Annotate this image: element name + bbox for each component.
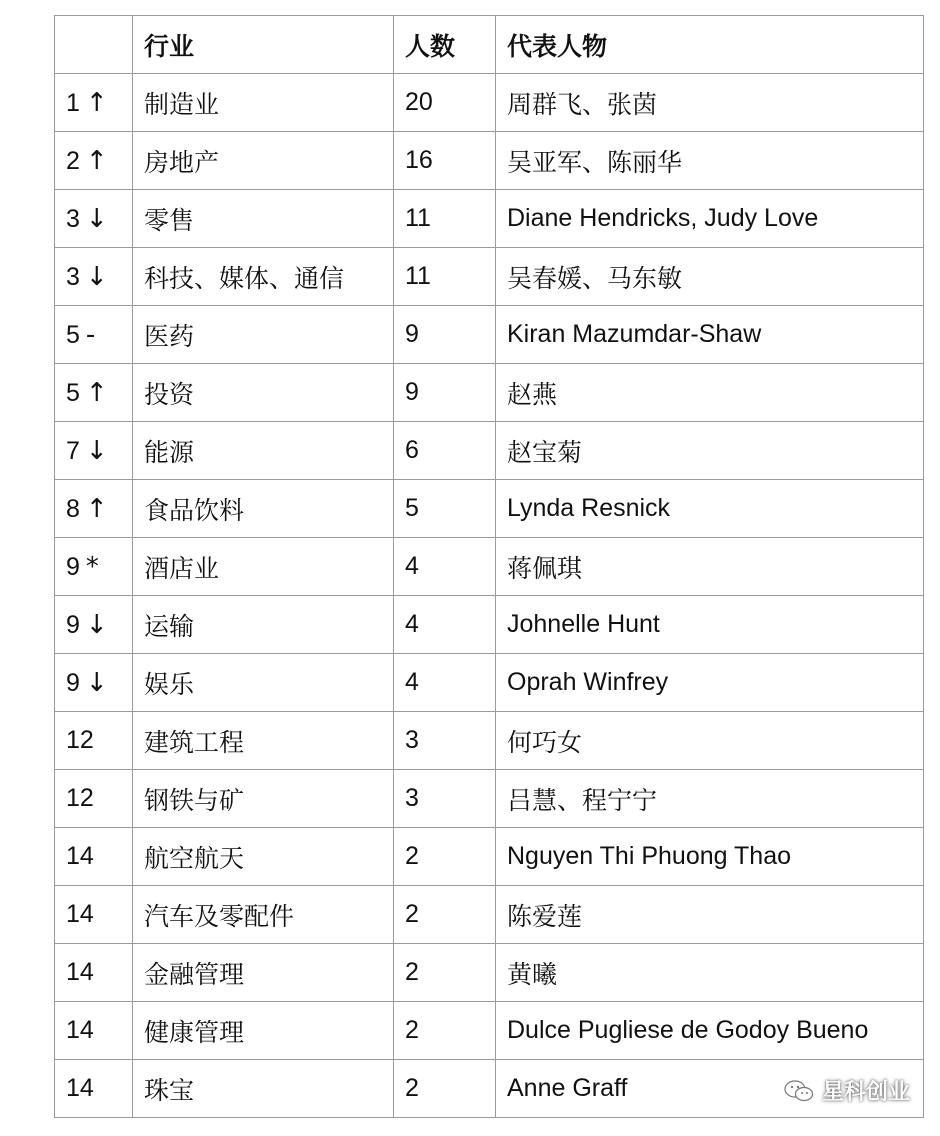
trend-indicator: * xyxy=(85,551,99,582)
count-cell: 2 xyxy=(394,1060,496,1118)
rank-number: 8 xyxy=(66,494,80,523)
count-cell: 9 xyxy=(394,364,496,422)
rank-number: 5 xyxy=(66,378,80,407)
count-cell: 3 xyxy=(394,712,496,770)
representative-cell: 赵宝菊 xyxy=(496,422,924,480)
rank-cell xyxy=(55,74,133,132)
trend-indicator: ↓ xyxy=(85,261,108,292)
representative-cell: Johnelle Hunt xyxy=(496,596,924,654)
rank-cell xyxy=(55,480,133,538)
rank-cell xyxy=(55,712,133,770)
header-rank xyxy=(55,16,133,74)
rank-cell xyxy=(55,1060,133,1118)
industry-cell: 航空航天 xyxy=(133,828,394,886)
representative-cell: Anne Graff xyxy=(496,1060,924,1118)
representative-cell: Kiran Mazumdar-Shaw xyxy=(496,306,924,364)
rank-cell xyxy=(55,596,133,654)
table-row xyxy=(55,886,924,944)
count-cell: 4 xyxy=(394,538,496,596)
industry-cell: 钢铁与矿 xyxy=(133,770,394,828)
industry-cell: 房地产 xyxy=(133,132,394,190)
industry-cell: 珠宝 xyxy=(133,1060,394,1118)
watermark xyxy=(784,1075,910,1106)
rank-cell xyxy=(55,248,133,306)
trend-indicator: ↓ xyxy=(85,203,108,234)
count-cell: 6 xyxy=(394,422,496,480)
representative-cell: 蒋佩琪 xyxy=(496,538,924,596)
trend-indicator: ↓ xyxy=(85,435,108,466)
table-row xyxy=(55,248,924,306)
industry-cell: 科技、媒体、通信 xyxy=(133,248,394,306)
count-cell: 2 xyxy=(394,944,496,1002)
representative-cell: 吴春媛、马东敏 xyxy=(496,248,924,306)
count-cell: 5 xyxy=(394,480,496,538)
rank-cell xyxy=(55,1002,133,1060)
industry-cell: 健康管理 xyxy=(133,1002,394,1060)
trend-indicator: ↑ xyxy=(85,145,108,176)
rank-cell xyxy=(55,306,133,364)
count-cell: 2 xyxy=(394,1002,496,1060)
trend-indicator: ↑ xyxy=(85,377,108,408)
rank-cell xyxy=(55,364,133,422)
industry-cell: 食品饮料 xyxy=(133,480,394,538)
industry-cell: 汽车及零配件 xyxy=(133,886,394,944)
industry-cell: 医药 xyxy=(133,306,394,364)
table-row xyxy=(55,944,924,1002)
trend-indicator: ↑ xyxy=(85,87,108,118)
rank-number: 12 xyxy=(66,726,94,754)
table-row xyxy=(55,132,924,190)
count-cell: 4 xyxy=(394,596,496,654)
representative-cell: Oprah Winfrey xyxy=(496,654,924,712)
industry-cell: 娱乐 xyxy=(133,654,394,712)
table-row xyxy=(55,422,924,480)
rank-number: 14 xyxy=(66,900,94,928)
industry-cell: 零售 xyxy=(133,190,394,248)
table-row xyxy=(55,74,924,132)
count-cell: 11 xyxy=(394,190,496,248)
table-row xyxy=(55,654,924,712)
rank-cell xyxy=(55,944,133,1002)
table-row xyxy=(55,828,924,886)
rank-cell xyxy=(55,190,133,248)
table-header-row xyxy=(55,16,924,74)
table-row xyxy=(55,770,924,828)
industry-cell: 投资 xyxy=(133,364,394,422)
rank-cell xyxy=(55,538,133,596)
watermark-text: 星科创业 xyxy=(821,1080,910,1105)
count-cell: 20 xyxy=(394,74,496,132)
count-cell: 9 xyxy=(394,306,496,364)
representative-cell: 黄曦 xyxy=(496,944,924,1002)
rank-number: 9 xyxy=(66,668,80,697)
header-count: 人数 xyxy=(394,16,496,74)
rank-number: 9 xyxy=(66,610,80,639)
header-industry: 行业 xyxy=(133,16,394,74)
count-cell: 2 xyxy=(394,828,496,886)
industry-ranking-table xyxy=(54,15,924,1118)
rank-number: 14 xyxy=(66,1074,94,1102)
industry-cell: 能源 xyxy=(133,422,394,480)
count-cell: 4 xyxy=(394,654,496,712)
rank-cell xyxy=(55,886,133,944)
table-row xyxy=(55,1002,924,1060)
trend-indicator: - xyxy=(85,319,96,350)
count-cell: 16 xyxy=(394,132,496,190)
table-row xyxy=(55,712,924,770)
rank-number: 14 xyxy=(66,958,94,986)
table-row xyxy=(55,306,924,364)
representative-cell: 周群飞、张茵 xyxy=(496,74,924,132)
count-cell: 2 xyxy=(394,886,496,944)
rank-cell xyxy=(55,132,133,190)
industry-cell: 制造业 xyxy=(133,74,394,132)
trend-indicator: ↓ xyxy=(85,667,108,698)
representative-cell: Lynda Resnick xyxy=(496,480,924,538)
representative-cell: 吕慧、程宁宁 xyxy=(496,770,924,828)
table-row xyxy=(55,364,924,422)
representative-cell: Diane Hendricks, Judy Love xyxy=(496,190,924,248)
rank-number: 14 xyxy=(66,1016,94,1044)
rank-number: 5 xyxy=(66,320,80,349)
rank-number: 1 xyxy=(66,88,80,117)
industry-cell: 酒店业 xyxy=(133,538,394,596)
representative-cell: 吴亚军、陈丽华 xyxy=(496,132,924,190)
industry-cell: 建筑工程 xyxy=(133,712,394,770)
wechat-icon xyxy=(784,1080,814,1102)
table-row xyxy=(55,190,924,248)
industry-cell: 金融管理 xyxy=(133,944,394,1002)
rank-number: 14 xyxy=(66,842,94,870)
representative-cell: 陈爱莲 xyxy=(496,886,924,944)
representative-cell: 何巧女 xyxy=(496,712,924,770)
rank-number: 2 xyxy=(66,146,80,175)
rank-cell xyxy=(55,654,133,712)
count-cell: 11 xyxy=(394,248,496,306)
rank-number: 3 xyxy=(66,262,80,291)
industry-cell: 运输 xyxy=(133,596,394,654)
rank-cell xyxy=(55,422,133,480)
rank-cell xyxy=(55,770,133,828)
trend-indicator: ↓ xyxy=(85,609,108,640)
rank-number: 7 xyxy=(66,436,80,465)
table-row xyxy=(55,480,924,538)
rank-number: 12 xyxy=(66,784,94,812)
header-representative: 代表人物 xyxy=(496,16,924,74)
count-cell: 3 xyxy=(394,770,496,828)
trend-indicator: ↑ xyxy=(85,493,108,524)
rank-number: 9 xyxy=(66,552,80,581)
rank-number: 3 xyxy=(66,204,80,233)
table-body xyxy=(55,74,924,1118)
representative-cell: 赵燕 xyxy=(496,364,924,422)
representative-cell: Dulce Pugliese de Godoy Bueno xyxy=(496,1002,924,1060)
representative-cell: Nguyen Thi Phuong Thao xyxy=(496,828,924,886)
table-row xyxy=(55,596,924,654)
table-row xyxy=(55,538,924,596)
rank-cell xyxy=(55,828,133,886)
